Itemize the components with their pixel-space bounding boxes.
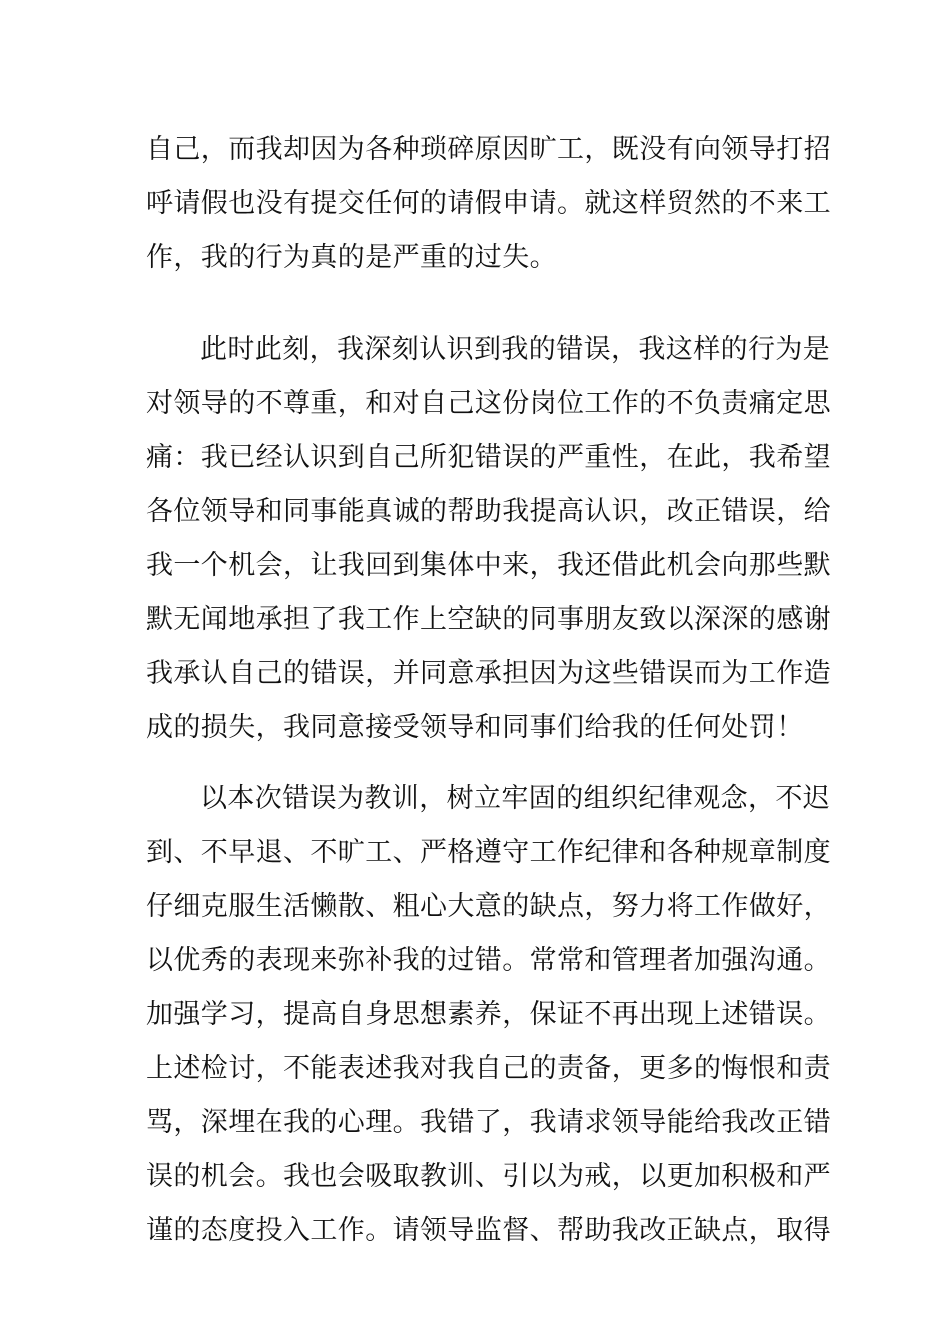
- text-line: 作，我的行为真的是严重的过失。: [146, 242, 557, 273]
- text-line: 到、不早退、不旷工、严格遵守工作纪律和各种规章制度: [146, 837, 831, 868]
- text-line: 对领导的不尊重，和对自己这份岗位工作的不负责痛定思: [146, 388, 831, 419]
- text-line: 谨的态度投入工作。请领导监督、帮助我改正缺点，取得: [146, 1215, 831, 1246]
- text-line: 以本次错误为教训，树立牢固的组织纪律观念，不迟: [200, 783, 831, 814]
- text-line: 误的机会。我也会吸取教训、引以为戒，以更加积极和严: [146, 1161, 831, 1192]
- text-line: 我承认自己的错误，并同意承担因为这些错误而为工作造: [146, 658, 831, 689]
- paragraph-2: [146, 323, 831, 755]
- text-line: 以优秀的表现来弥补我的过错。常常和管理者加强沟通。: [146, 945, 831, 976]
- text-line: 骂，深埋在我的心理。我错了，我请求领导能给我改正错: [146, 1107, 831, 1138]
- paragraph-1: [146, 123, 831, 285]
- text-line: 呼请假也没有提交任何的请假申请。就这样贸然的不来工: [146, 188, 831, 219]
- text-line: 此时此刻，我深刻认识到我的错误，我这样的行为是: [200, 334, 831, 365]
- paragraph-3: [146, 772, 831, 1258]
- text-line: 上述检讨，不能表述我对我自己的责备，更多的悔恨和责: [146, 1053, 831, 1084]
- text-line: 自己，而我却因为各种琐碎原因旷工，既没有向领导打招: [146, 134, 831, 165]
- text-line: 仔细克服生活懒散、粗心大意的缺点，努力将工作做好，: [146, 891, 831, 922]
- text-line: 默无闻地承担了我工作上空缺的同事朋友致以深深的感谢: [146, 604, 831, 635]
- text-line: 我一个机会，让我回到集体中来，我还借此机会向那些默: [146, 550, 831, 581]
- text-line: 痛：我已经认识到自己所犯错误的严重性，在此，我希望: [146, 442, 831, 473]
- text-line: 加强学习，提高自身思想素养，保证不再出现上述错误。: [146, 999, 831, 1030]
- text-line: 成的损失，我同意接受领导和同事们给我的任何处罚！: [146, 712, 804, 743]
- text-line: 各位领导和同事能真诚的帮助我提高认识，改正错误，给: [146, 496, 831, 527]
